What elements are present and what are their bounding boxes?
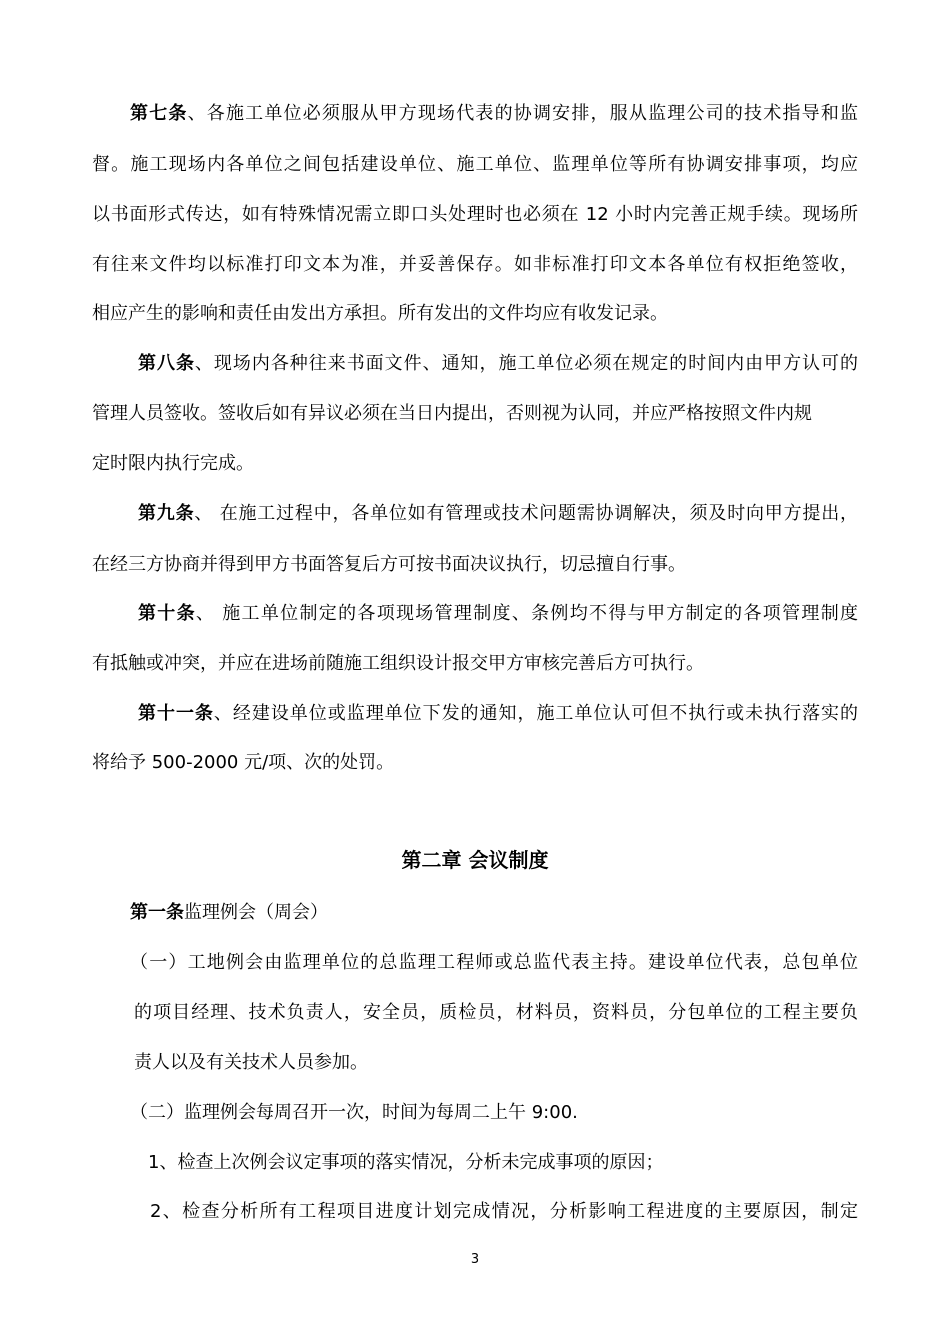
art9-heading: 第九条	[138, 503, 195, 524]
art7-line-1	[130, 102, 858, 126]
ch2-art1-p1-line-3: 责人以及有关技术人员参加。	[134, 1052, 368, 1073]
art7-line-4: 有往来文件均以标准打印文本为准，并妥善保存。如非标准打印文本各单位有权拒绝签收，	[92, 254, 858, 275]
art10-heading: 第十条	[138, 603, 196, 624]
art11-heading: 第十一条	[138, 703, 214, 724]
art8-text-1: 、现场内各种往来书面文件、通知，施工单位必须在规定的时间内由甲方认可的	[194, 353, 858, 374]
art11-line-2: 将给予 500-2000 元/项、次的处罚。	[92, 752, 395, 773]
art9-text-1: 、 在施工过程中，各单位如有管理或技术问题需协调解决，须及时向甲方提出，	[194, 503, 858, 524]
ch2-art1-title: 监理例会（周会）	[184, 902, 328, 923]
art8-line-3: 定时限内执行完成。	[92, 453, 254, 474]
chapter-title: 第二章 会议制度	[401, 848, 549, 872]
art8-line-2: 管理人员签收。签收后如有异议必须在当日内提出，否则视为认同，并应严格按照文件内规	[92, 403, 812, 424]
art8-line-1	[138, 352, 858, 376]
ch2-art1-p1-line-1: （一）工地例会由监理单位的总监理工程师或总监代表主持。建设单位代表，总包单位	[130, 952, 858, 973]
ch2-art1-p2: （二）监理例会每周召开一次，时间为每周二上午 9:00.	[130, 1102, 578, 1123]
art9-line-1	[138, 502, 858, 526]
art11-text-1: 、经建设单位或监理单位下发的通知，施工单位认可但不执行或未执行落实的	[213, 703, 859, 724]
art7-text-1: 、各施工单位必须服从甲方现场代表的协调安排，服从监理公司的技术指导和监	[187, 103, 859, 124]
art10-line-1	[138, 602, 858, 626]
art10-text-1: 、 施工单位制定的各项现场管理制度、条例均不得与甲方制定的各项管理制度	[195, 603, 859, 624]
art11-line-1	[138, 702, 858, 726]
ch2-art1-item-2: 2、检查分析所有工程项目进度计划完成情况，分析影响工程进度的主要原因，制定	[150, 1201, 858, 1222]
art7-line-3: 以书面形式传达，如有特殊情况需立即口头处理时也必须在 12 小时内完善正规手续。现场所	[92, 204, 858, 225]
art10-line-2: 有抵触或冲突，并应在进场前随施工组织设计报交甲方审核完善后方可执行。	[92, 653, 704, 674]
art7-line-5: 相应产生的影响和责任由发出方承担。所有发出的文件均应有收发记录。	[92, 303, 668, 324]
ch2-art1-item-1: 1、检查上次例会议定事项的落实情况，分析未完成事项的原因；	[148, 1152, 664, 1173]
page-number: 3	[470, 1252, 480, 1267]
art7-line-2: 督。施工现场内各单位之间包括建设单位、施工单位、监理单位等所有协调安排事项，均应	[92, 154, 858, 175]
art8-heading: 第八条	[138, 353, 195, 374]
ch2-art1-heading: 第一条	[130, 902, 184, 923]
art7-heading: 第七条	[130, 103, 188, 124]
ch2-art1-heading-line	[130, 901, 910, 925]
art9-line-2: 在经三方协商并得到甲方书面答复后方可按书面决议执行，切忌擅自行事。	[92, 554, 686, 575]
ch2-art1-p1-line-2: 的项目经理、技术负责人，安全员，质检员，材料员，资料员，分包单位的工程主要负	[134, 1002, 858, 1023]
